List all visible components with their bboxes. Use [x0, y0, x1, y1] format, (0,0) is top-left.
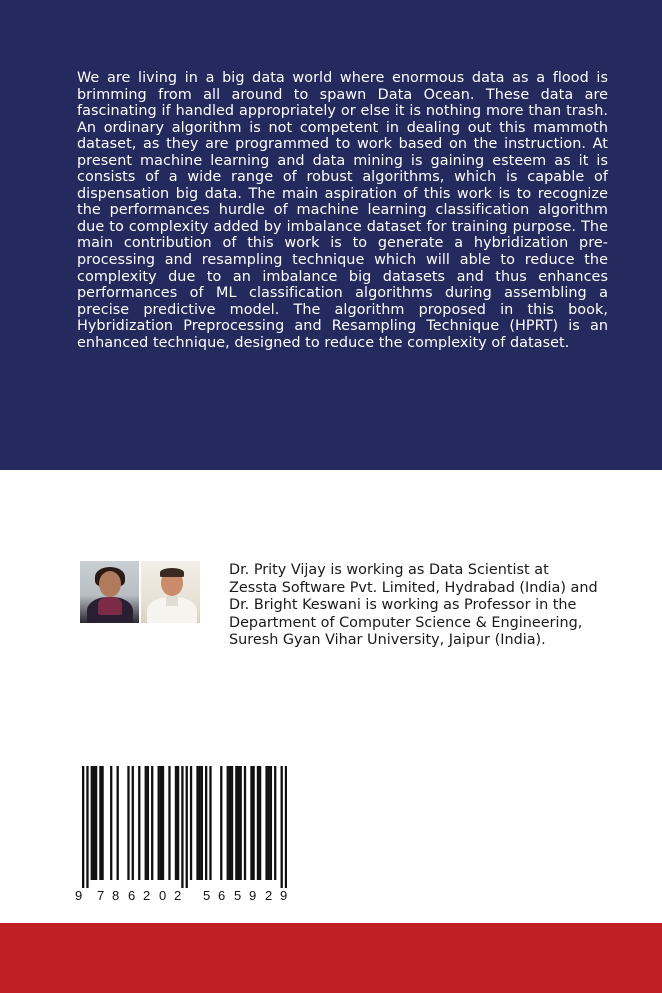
isbn-digit: 9 — [280, 888, 288, 903]
barcode-bar — [93, 766, 95, 880]
barcode-bar — [252, 766, 254, 880]
barcode-bar — [160, 766, 162, 880]
barcode-bar — [168, 766, 170, 880]
barcode-bar — [235, 766, 237, 880]
barcode-bar — [268, 766, 270, 880]
barcode-bar — [158, 766, 160, 880]
barcode-bar — [265, 766, 267, 880]
barcode-bar — [95, 766, 97, 880]
barcode-bar — [250, 766, 252, 880]
isbn-digit: 9 — [249, 888, 257, 903]
isbn-digit: 9 — [75, 888, 83, 903]
barcode-bar — [281, 766, 283, 888]
barcode-bar — [190, 766, 192, 880]
barcode-bar — [91, 766, 93, 880]
barcode-bar — [285, 766, 287, 888]
barcode-bar — [101, 766, 103, 880]
barcode-bar — [138, 766, 140, 880]
isbn-digit: 5 — [203, 888, 211, 903]
barcode-bar — [117, 766, 119, 880]
barcode-bar — [229, 766, 231, 880]
barcode-bar — [231, 766, 233, 880]
barcode-bar — [244, 766, 246, 880]
barcode-bar — [99, 766, 101, 880]
author-photos — [80, 561, 201, 623]
barcode-bar — [240, 766, 242, 880]
barcode-bars — [82, 766, 287, 888]
barcode-bar — [209, 766, 211, 880]
barcode-bar — [110, 766, 112, 880]
author-bio: Dr. Prity Vijay is working as Data Scientist at Zessta Software Pvt. Limited, Hydrabad (India) and Dr. Bright Keswani is working as Professor in the Department of Computer Science & Engineering, Suresh Gyan Vihar University, Jaipur (India). — [229, 562, 598, 649]
barcode-bar — [181, 766, 183, 888]
barcode-bar — [199, 766, 201, 880]
barcode-bar — [132, 766, 134, 880]
isbn-digit: 2 — [174, 888, 182, 903]
author-photo-prity-vijay — [80, 561, 139, 623]
barcode-bar — [151, 766, 153, 880]
barcode-bar — [145, 766, 147, 880]
barcode-bar — [127, 766, 129, 880]
author-photo-bright-keswani — [141, 561, 200, 623]
barcode-bar — [177, 766, 179, 880]
barcode-bar — [147, 766, 149, 880]
isbn-digit: 2 — [265, 888, 273, 903]
barcode-bar — [220, 766, 222, 880]
isbn-barcode — [75, 762, 291, 910]
barcode-bar — [259, 766, 261, 880]
barcode-bar — [237, 766, 239, 880]
barcode-bar — [257, 766, 259, 880]
isbn-digit: 2 — [143, 888, 151, 903]
book-blurb: We are living in a big data world where enormous data as a flood is brimming from all around to spawn Data Ocean. These data are fascinating if handled appropriately or else it is nothing more than trash. An ordinary algorithm is not competent in dealing out this mammoth dataset, as they are programmed to work based on the instruction. At present machine learning and data mining is gaining esteem as it is consists of a wide range of robust algorithms, which is capable of dispensation big data. The main aspiration of this work is to recognize the performances hurdle of machine learning classification algorithm due to complexity added by imbalance dataset for training purpose. The main contribution of this work is to generate a hybridization pre-processing and resampling technique which will able to reduce the complexity due to an imbalance big datasets and thus enhances performances of ML classification algorithms during assembling a precise predictive model. The algorithm proposed in this book, Hybridization Preprocessing and Resampling Technique (HPRT) is an enhanced technique, designed to reduce the complexity of dataset. — [77, 70, 608, 351]
barcode-bar — [86, 766, 88, 888]
isbn-digit: 0 — [159, 888, 167, 903]
barcode-bar — [196, 766, 198, 880]
barcode-bar — [201, 766, 203, 880]
barcode-bar — [175, 766, 177, 880]
barcode-bar — [274, 766, 276, 880]
isbn-digit: 6 — [218, 888, 226, 903]
isbn-digit: 6 — [128, 888, 136, 903]
isbn-digit: 5 — [234, 888, 242, 903]
isbn-digit: 7 — [97, 888, 105, 903]
isbn-digit: 8 — [112, 888, 120, 903]
barcode-bar — [205, 766, 207, 880]
barcode-bar — [82, 766, 84, 888]
barcode-bar — [227, 766, 229, 880]
barcode-bar — [270, 766, 272, 880]
bottom-red-band — [0, 923, 662, 993]
barcode-bar — [162, 766, 164, 880]
barcode-bar — [186, 766, 188, 888]
top-blue-band — [0, 0, 662, 470]
